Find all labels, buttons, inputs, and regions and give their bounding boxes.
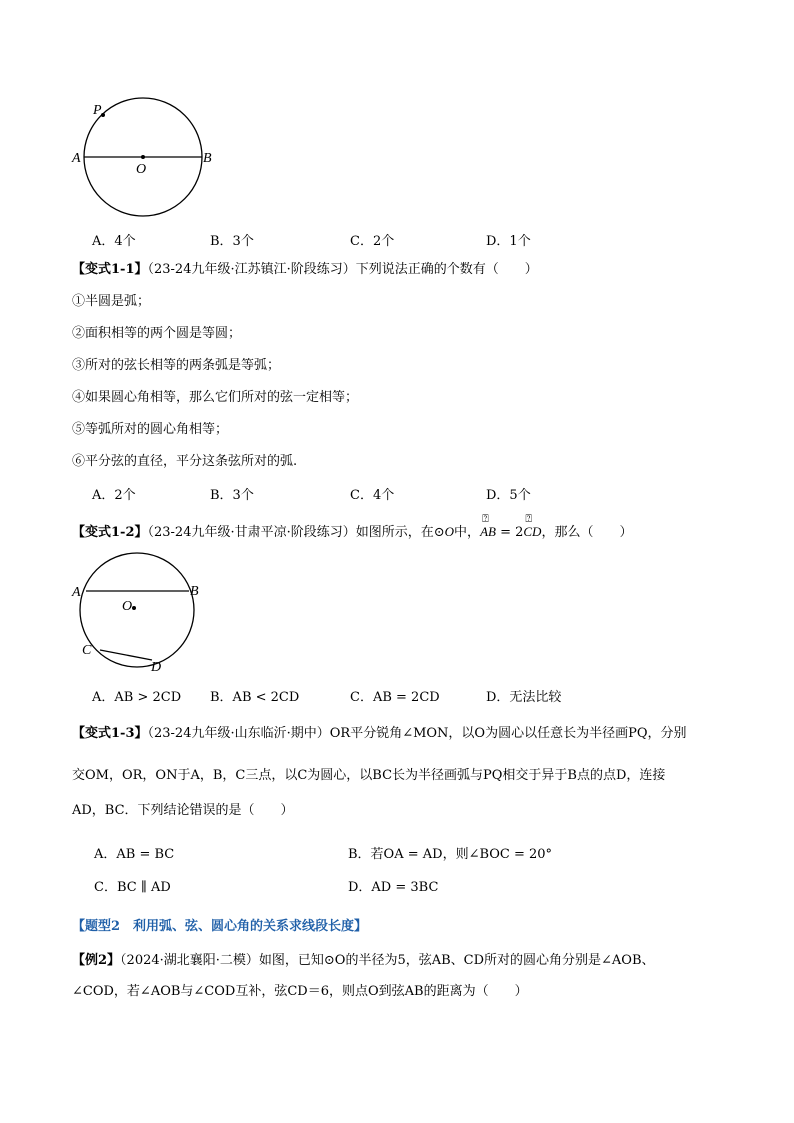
option-c[interactable]: C．4个	[350, 488, 395, 503]
question-stem: ，那么（ ）	[541, 525, 633, 540]
option-b[interactable]: B．3个	[210, 488, 254, 503]
question-line-2: 交OM，OR，ON于A，B，C三点，以C为圆心，以BC长为半径画弧与PQ相交于异于B点的点D，连接	[72, 768, 666, 783]
option-d[interactable]: D．无法比较	[486, 690, 562, 705]
topic-heading: 【题型2 利用弧、弦、圆心角的关系求线段长度】	[72, 919, 368, 934]
label-b: B	[190, 584, 199, 599]
example-stem: （2024·湖北襄阳·二模）如图，已知⊙O的半径为5，弦AB、CD所对的圆心角分别是∠AOB、	[120, 953, 655, 968]
label-o: O	[122, 599, 133, 614]
equation: = 2	[495, 525, 524, 540]
option-c[interactable]: C．2个	[350, 234, 395, 249]
label-d: D	[151, 660, 162, 675]
arc-ab: ⍰ AB	[480, 524, 496, 540]
option-d[interactable]: D．5个	[486, 488, 531, 503]
label-a: A	[72, 585, 81, 600]
option-b[interactable]: B．AB < 2CD	[210, 690, 300, 705]
point-o	[132, 606, 136, 610]
question-stem: OR平分锐角∠MON，以O为圆心以任意长为半径画PQ，分别	[329, 726, 687, 741]
option-a[interactable]: A．2个	[92, 488, 136, 503]
option-d[interactable]: D．1个	[486, 234, 531, 249]
statement-6: ⑥平分弦的直径，平分这条弦所对的弧.	[72, 454, 298, 469]
statement-5: ⑤等弧所对的圆心角相等；	[72, 422, 229, 437]
question-source: （23-24九年级·山东临沂·期中）	[147, 726, 330, 741]
option-a[interactable]: A．4个	[92, 234, 136, 249]
question-tag: 【变式1-1】	[72, 262, 148, 277]
question-1-1-heading	[72, 262, 538, 278]
option-d[interactable]: D．AD = 3BC	[348, 880, 439, 895]
question-1-3-heading	[72, 726, 687, 742]
question-1-2-heading	[72, 524, 632, 541]
question-line-3: AD，BC．下列结论错误的是（ ）	[72, 803, 294, 818]
statement-1: ①半圆是弧；	[72, 294, 151, 309]
option-c[interactable]: C．BC ∥ AD	[94, 880, 171, 895]
arc-cd: ⍰ CD	[523, 524, 541, 540]
question-stem: 中，	[454, 525, 481, 540]
example-2-line-1	[72, 953, 655, 969]
circle-name: O	[444, 524, 455, 539]
question-source: （23-24九年级·江苏镇江·阶段练习）	[147, 262, 356, 277]
question-tag: 【变式1-2】	[72, 525, 148, 540]
statement-4: ④如果圆心角相等，那么它们所对的弦一定相等；	[72, 390, 359, 405]
option-a[interactable]: A．AB > 2CD	[92, 690, 182, 705]
question-tag: 【变式1-3】	[72, 726, 148, 741]
option-b[interactable]: B．3个	[210, 234, 254, 249]
statement-3: ③所对的弦长相等的两条弧是等弧；	[72, 358, 281, 373]
point-p	[101, 113, 105, 117]
option-b[interactable]: B．若OA = AD，则∠BOC = 20°	[348, 847, 553, 862]
circle-o	[80, 553, 194, 667]
label-b: B	[203, 151, 212, 166]
figure-circle-chords	[60, 550, 220, 675]
question-source: （23-24九年级·甘肃平凉·阶段练习）	[147, 525, 356, 540]
question-stem: 下列说法正确的个数有（ ）	[355, 262, 538, 277]
label-a: A	[72, 151, 81, 166]
label-p: P	[93, 103, 102, 118]
example-tag: 【例2】	[72, 953, 121, 968]
figure-circle-diameter	[60, 92, 230, 222]
label-c: C	[82, 643, 92, 658]
label-o: O	[136, 162, 147, 177]
statement-2: ②面积相等的两个圆是等圆；	[72, 326, 242, 341]
option-c[interactable]: C．AB = 2CD	[350, 690, 440, 705]
question-stem: 如图所示，在⊙	[355, 525, 445, 540]
point-o	[141, 155, 145, 159]
example-2-line-2: ∠COD，若∠AOB与∠COD互补，弦CD＝6，则点O到弦AB的距离为（ ）	[72, 984, 528, 999]
option-a[interactable]: A．AB = BC	[94, 847, 175, 862]
